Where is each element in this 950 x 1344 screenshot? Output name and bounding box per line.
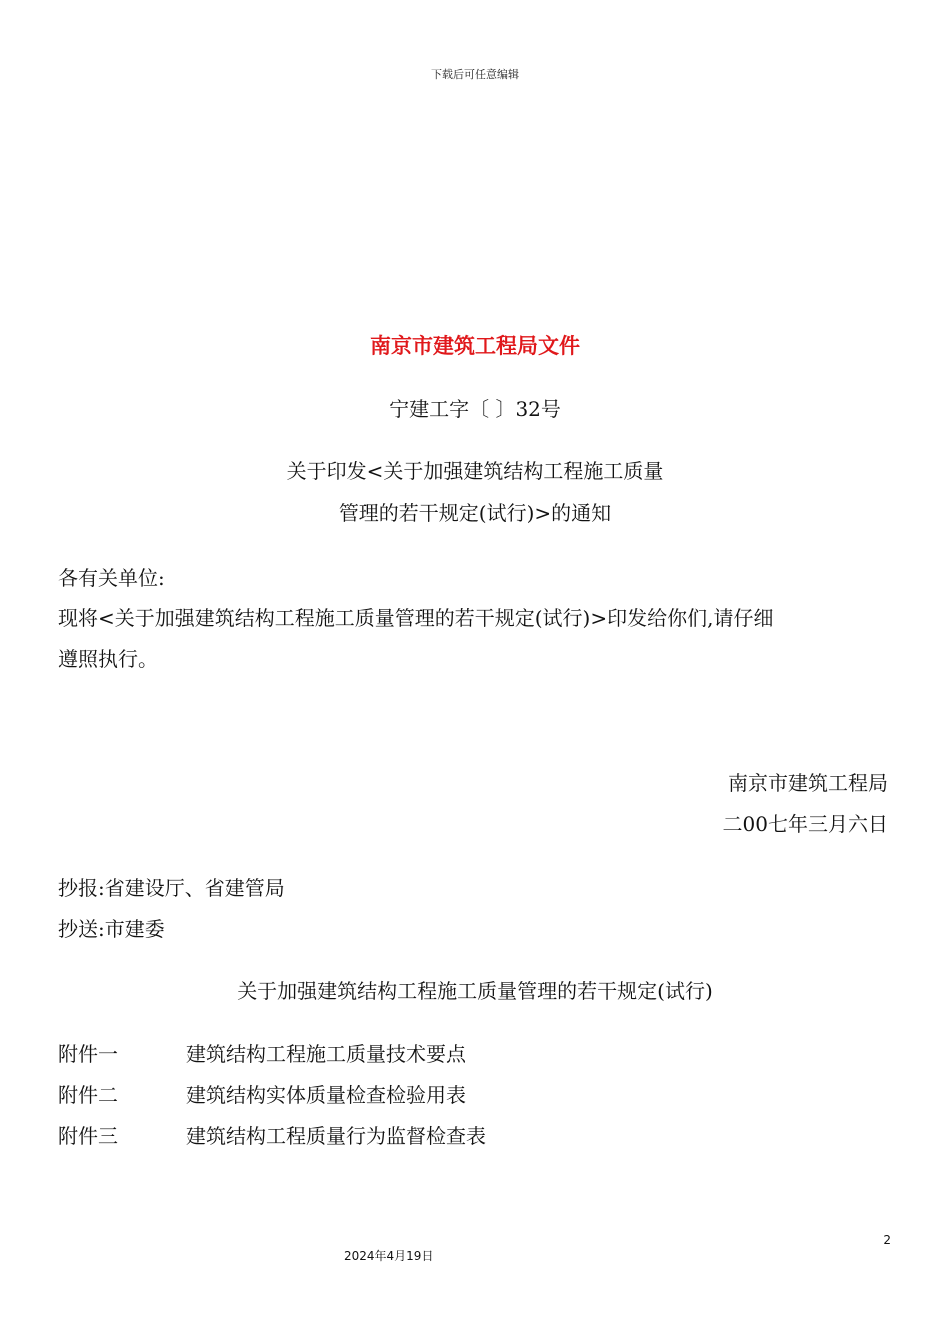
notice-title-line-1: 关于印发<关于加强建筑结构工程施工质量 (286, 459, 664, 483)
signature-organization: 南京市建筑工程局 (728, 771, 888, 795)
signature-date: 二00七年三月六日 (722, 812, 888, 836)
attachment-label: 附件二 (58, 1083, 118, 1107)
document-number: 宁建工字〔 〕32号 (389, 397, 561, 421)
cc-send-line: 抄送:市建委 (58, 917, 165, 941)
footer-date: 2024年4月19日 (344, 1249, 434, 1263)
attachment-label: 附件一 (58, 1042, 118, 1066)
body-paragraph-line-2: 遵照执行。 (58, 647, 158, 671)
page-number: 2 (883, 1233, 891, 1247)
attachment-text: 建筑结构工程质量行为监督检查表 (186, 1124, 486, 1148)
document-issuer-heading: 南京市建筑工程局文件 (370, 334, 580, 358)
salutation: 各有关单位: (58, 566, 165, 590)
rules-title: 关于加强建筑结构工程施工质量管理的若干规定(试行) (237, 979, 713, 1003)
body-paragraph-line-1: 现将<关于加强建筑结构工程施工质量管理的若干规定(试行)>印发给你们,请仔细 (58, 606, 774, 630)
header-note: 下载后可任意编辑 (431, 68, 519, 81)
attachment-text: 建筑结构实体质量检查检验用表 (186, 1083, 466, 1107)
attachment-text: 建筑结构工程施工质量技术要点 (186, 1042, 466, 1066)
attachment-label: 附件三 (58, 1124, 118, 1148)
cc-report-line: 抄报:省建设厅、省建管局 (58, 876, 285, 900)
notice-title-line-2: 管理的若干规定(试行)>的通知 (338, 501, 612, 525)
